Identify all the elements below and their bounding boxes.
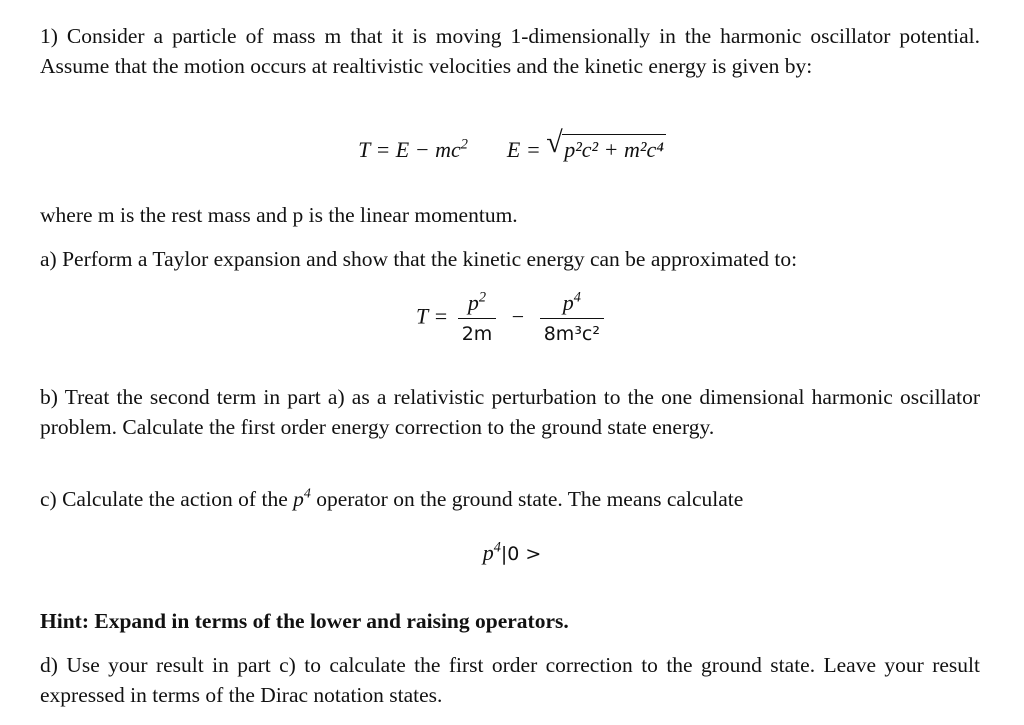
eq1-left: $T = E - mc^2$: [358, 136, 468, 162]
eq2-num2: p: [562, 290, 574, 315]
eq2-num1: p: [467, 290, 479, 315]
fraction-1: $\frac{p^2}{2m}$: [458, 290, 497, 347]
intro-text: 1) Consider a particle of mass m that it is moving 1-dimensionally in the harmonic oscillator potential. Assume that the motion occurs at realtivistic velocities and the kinetic energy is given by:: [40, 24, 980, 78]
ket-zero: |0 >: [500, 543, 542, 565]
p4-ket-equation: $p^4|0$ >: [482, 539, 542, 565]
taylor-approximation-equation: T = $\frac{p^2}{2m}$ − $\frac{p^4}{\text{8m³c²}}$: [0, 290, 1024, 347]
part-c-suffix: operator on the ground state. The means calculate: [310, 487, 744, 511]
eq2-den2: 8m³c²: [543, 323, 600, 345]
eq2-den1: 2m: [461, 323, 493, 345]
eq1-radicand: p²c² + m²c⁴: [562, 134, 666, 163]
eq2-lhs: T =: [416, 303, 449, 329]
hint-text: Hint: Expand in terms of the lower and raising operators.: [40, 609, 569, 633]
sqrt-expression: √ p²c² + m²c⁴: [546, 126, 664, 162]
where-sentence: [40, 200, 980, 230]
part-d: [40, 650, 980, 710]
part-d-text: d) Use your result in part c) to calculate the first order correction to the ground state. Leave your result expressed in terms of the Dirac notation states.: [40, 653, 980, 707]
part-a: [40, 244, 980, 274]
hint: [40, 606, 980, 636]
intro-paragraph: [40, 21, 980, 81]
part-c-prefix: c) Calculate the action of the: [40, 487, 294, 511]
part-b-text: b) Treat the second term in part a) as a relativistic perturbation to the one dimensional harmonic oscillator problem. Calculate the first order energy correction to the ground state energy.: [40, 385, 980, 439]
where-text: where m is the rest mass and p is the linear momentum.: [40, 203, 518, 227]
part-b: [40, 382, 980, 442]
eq1-right-lhs: E =: [506, 137, 547, 162]
kinetic-energy-equation: [0, 126, 1024, 163]
fraction-2: $\frac{p^4}{\text{8m³c²}}$: [540, 290, 604, 347]
part-c: [40, 484, 980, 514]
part-c-operator: $p^4$: [293, 486, 311, 511]
part-a-text: a) Perform a Taylor expansion and show that the kinetic energy can be approximated to:: [40, 247, 798, 271]
